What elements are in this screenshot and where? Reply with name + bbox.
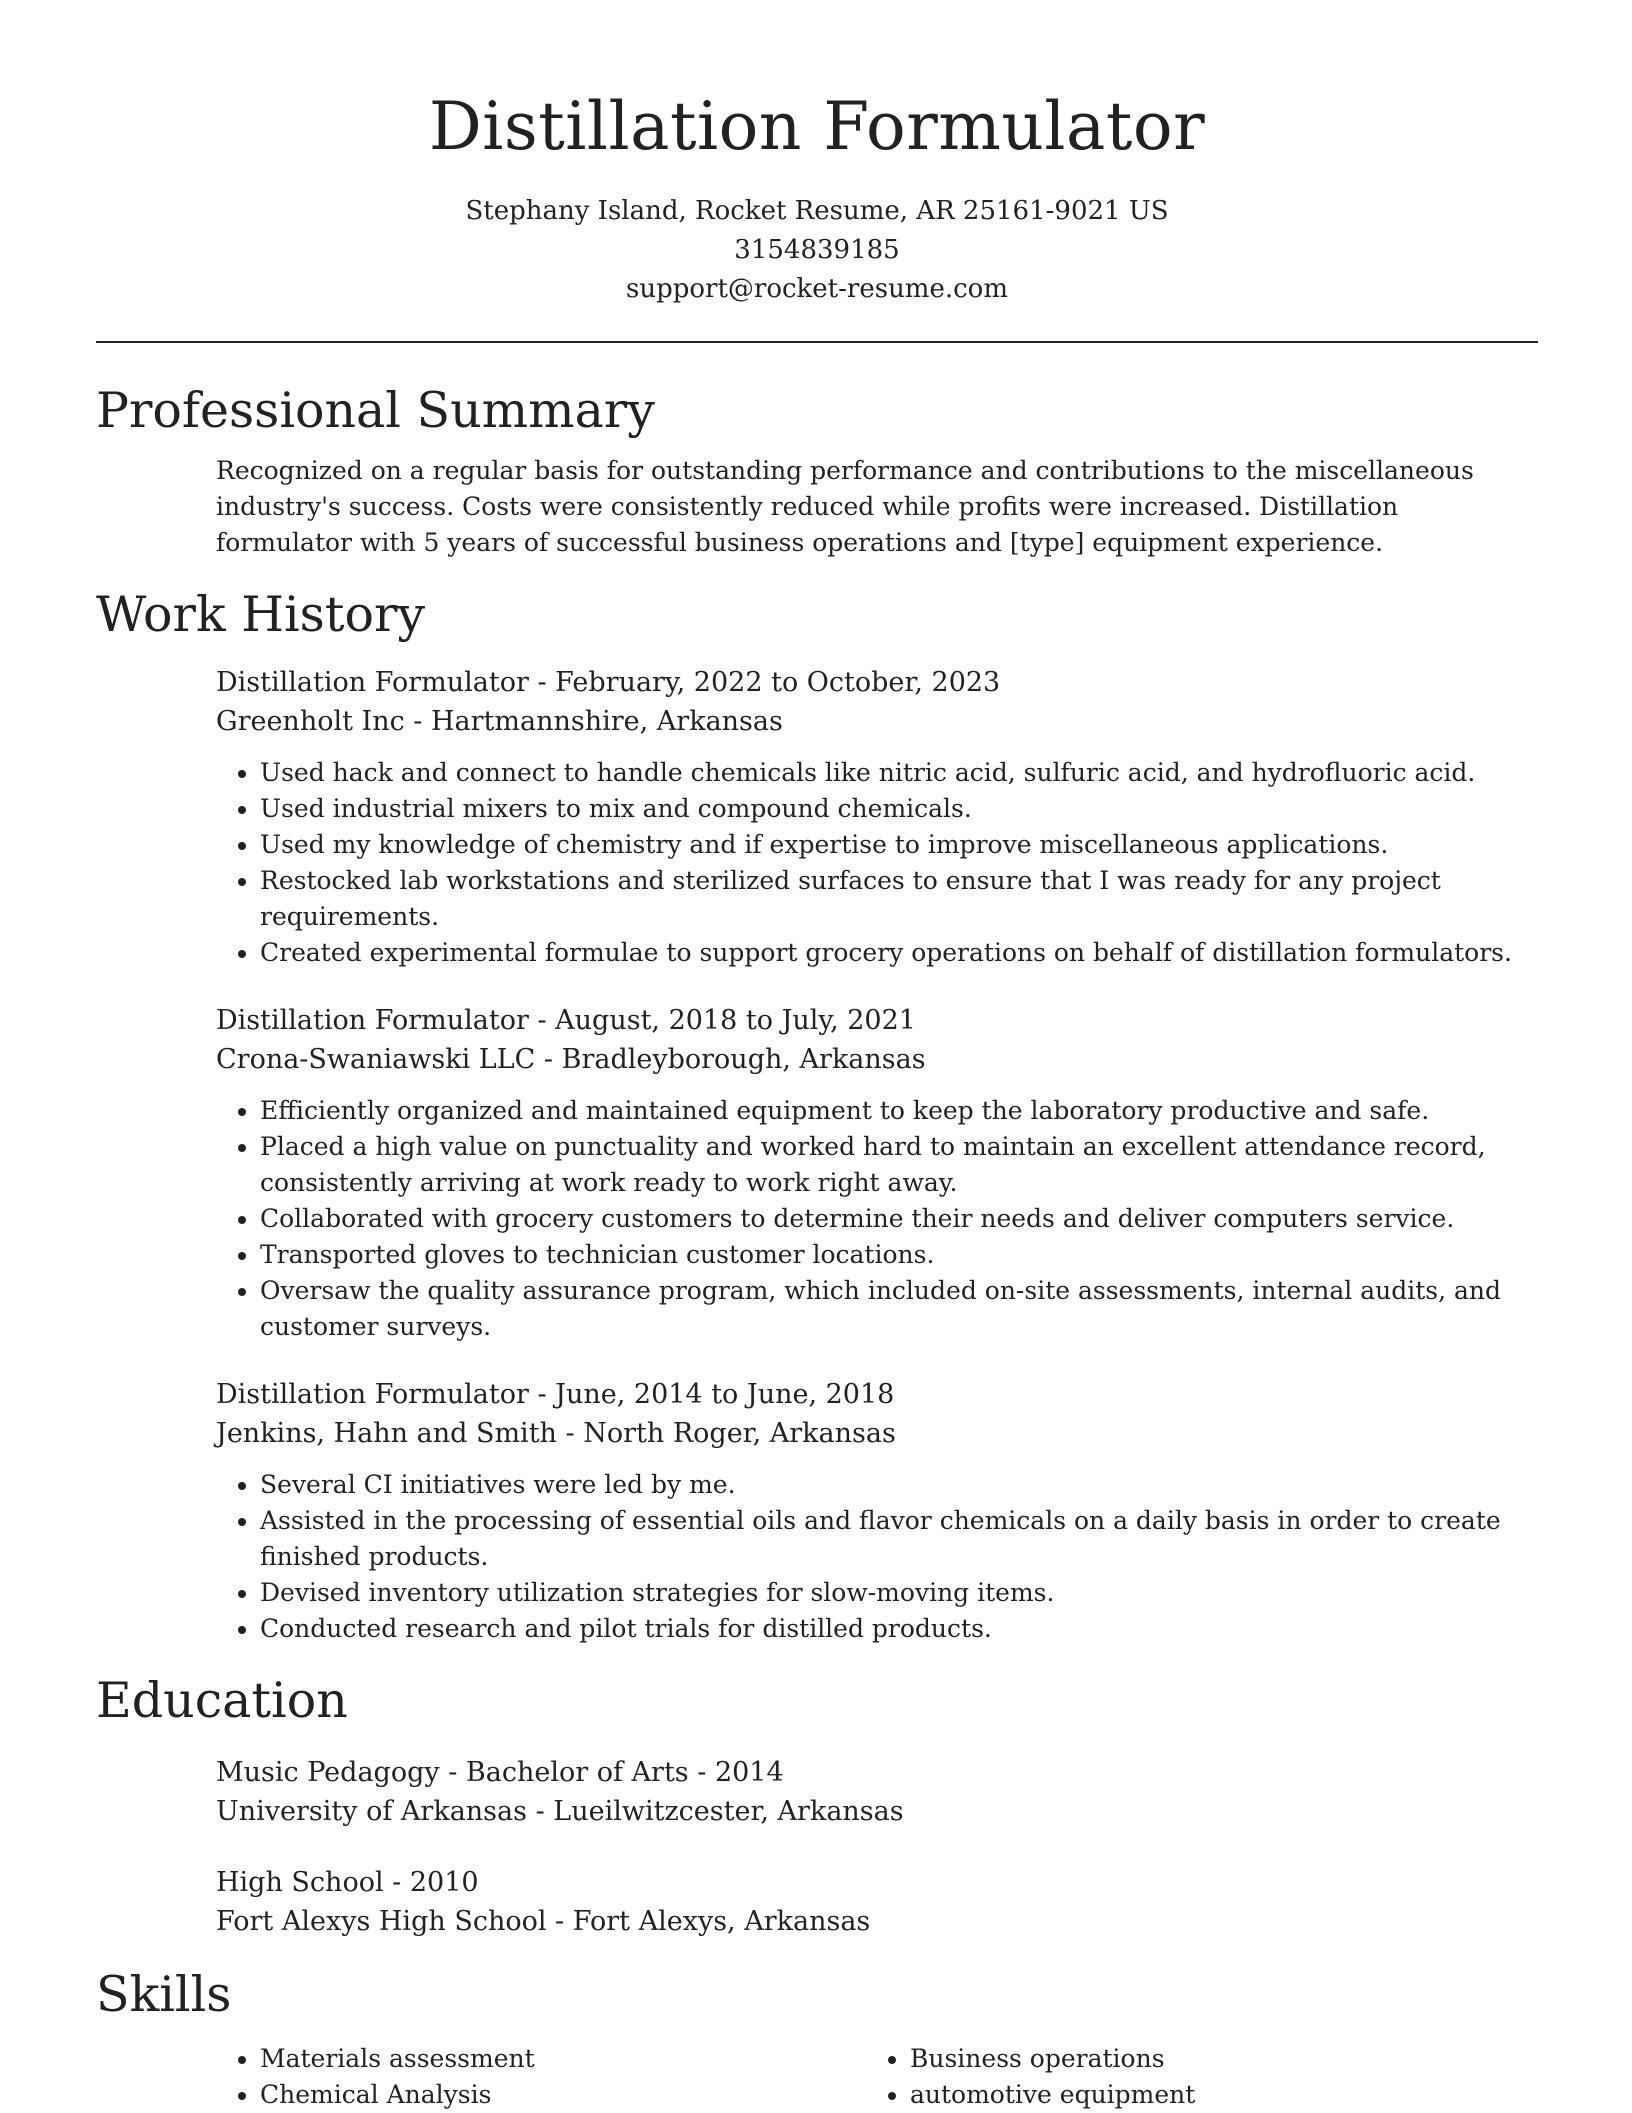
skills-heading: Skills	[96, 1966, 232, 2023]
skill-item: • Chemical Analysis	[260, 2077, 866, 2113]
job-role-dates: Distillation Formulator - August, 2018 to July, 2021	[216, 1005, 916, 1036]
job-bullet: • Collaborated with grocery customers to determine their needs and deliver computers service.	[260, 1201, 1538, 1237]
job-bullet: • Created experimental formulae to support grocery operations on behalf of distillation formulators.	[260, 935, 1538, 971]
education-degree: Music Pedagogy - Bachelor of Arts - 2014	[216, 1757, 784, 1788]
skills-column-left	[216, 2041, 866, 2113]
work-history-section	[96, 663, 1538, 1647]
job-company-location: Crona-Swaniawski LLC - Bradleyborough, Arkansas	[216, 1044, 926, 1075]
job-company-location: Greenholt Inc - Hartmannshire, Arkansas	[216, 706, 783, 737]
job-bullet: • Efficiently organized and maintained equipment to keep the laboratory productive and safe.	[260, 1093, 1538, 1129]
job-bullet: • Transported gloves to technician customer locations.	[260, 1237, 1538, 1273]
job-bullet: • Assisted in the processing of essential oils and flavor chemicals on a daily basis in order to create finished products.	[260, 1503, 1538, 1575]
work-history-heading: Work History	[96, 586, 426, 643]
education-heading: Education	[96, 1672, 348, 1729]
job-bullet: • Used industrial mixers to mix and compound chemicals.	[260, 791, 1538, 827]
job-bullets	[216, 755, 1538, 971]
job-role-dates: Distillation Formulator - June, 2014 to June, 2018	[216, 1379, 895, 1410]
job-entry	[216, 1375, 1538, 1647]
skills-columns	[216, 2041, 1538, 2113]
skill-item: • Business operations	[910, 2041, 1516, 2077]
job-bullet: • Used hack and connect to handle chemicals like nitric acid, sulfuric acid, and hydrofluoric acid.	[260, 755, 1538, 791]
job-bullet: • Used my knowledge of chemistry and if expertise to improve miscellaneous applications.	[260, 827, 1538, 863]
education-degree: High School - 2010	[216, 1867, 479, 1898]
job-bullet: • Oversaw the quality assurance program, which included on-site assessments, internal audits, and customer surveys.	[260, 1273, 1538, 1345]
job-role-dates: Distillation Formulator - February, 2022 to October, 2023	[216, 667, 1001, 698]
summary-text: Recognized on a regular basis for outstanding performance and contributions to the miscellaneous industry's success. Costs were consistently reduced while profits were increased. Distillation formulator with 5 years of successful business operations and [type] equipment experience.	[216, 456, 1474, 557]
education-section	[96, 1753, 1538, 1941]
summary-section	[96, 453, 1538, 561]
email: support@rocket-resume.com	[625, 274, 1008, 304]
skill-item: • automotive equipment	[910, 2077, 1516, 2113]
header-divider	[96, 341, 1538, 343]
summary-heading: Professional Summary	[96, 382, 655, 439]
education-school: Fort Alexys High School - Fort Alexys, Arkansas	[216, 1906, 871, 1937]
address: Stephany Island, Rocket Resume, AR 25161-9021 US	[465, 196, 1169, 226]
job-entry	[216, 663, 1538, 971]
job-bullet: • Several CI initiatives were led by me.	[260, 1467, 1538, 1503]
job-bullets	[216, 1467, 1538, 1647]
phone: 3154839185	[734, 235, 900, 265]
education-entry	[216, 1863, 1538, 1941]
skills-column-right	[866, 2041, 1516, 2113]
candidate-title: Distillation Formulator	[428, 88, 1206, 165]
job-company-location: Jenkins, Hahn and Smith - North Roger, Arkansas	[216, 1418, 896, 1449]
skills-section	[96, 2041, 1538, 2113]
job-bullet: • Restocked lab workstations and sterilized surfaces to ensure that I was ready for any project requirements.	[260, 863, 1538, 935]
job-bullet: • Placed a high value on punctuality and worked hard to maintain an excellent attendance record, consistently arriving at work ready to work right away.	[260, 1129, 1538, 1201]
job-bullet: • Conducted research and pilot trials for distilled products.	[260, 1611, 1538, 1647]
job-bullet: • Devised inventory utilization strategies for slow-moving items.	[260, 1575, 1538, 1611]
job-entry	[216, 1001, 1538, 1345]
job-bullets	[216, 1093, 1538, 1345]
education-entry	[216, 1753, 1538, 1831]
resume-header	[96, 0, 1538, 309]
skill-item: • Materials assessment	[260, 2041, 866, 2077]
contact-block	[96, 192, 1538, 309]
education-school: University of Arkansas - Lueilwitzcester, Arkansas	[216, 1796, 904, 1827]
